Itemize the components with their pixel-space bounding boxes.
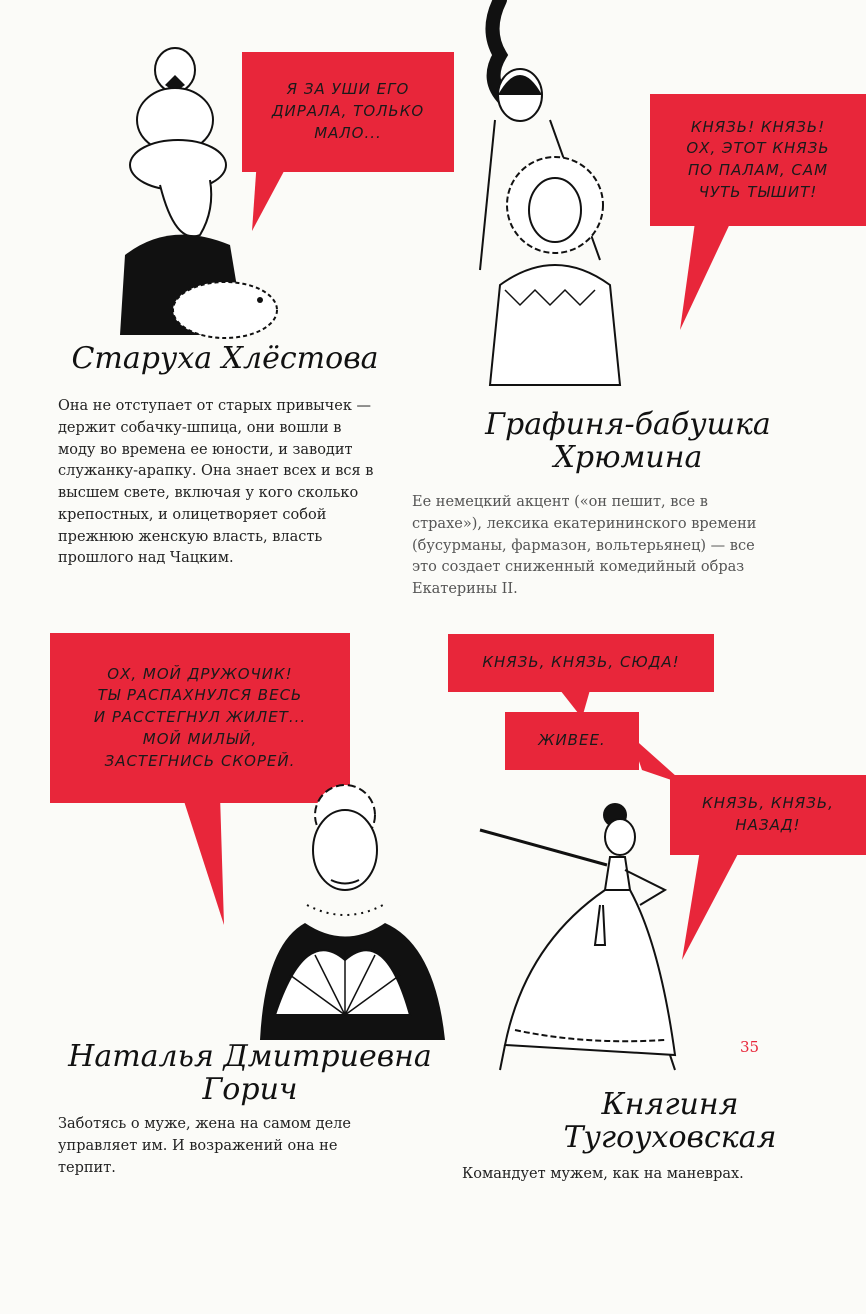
gorich-name: Наталья Дмитриевна Горич xyxy=(68,1039,432,1107)
tugoukhovskaya-speech-bubble-1: КНЯЗЬ, КНЯЗЬ, СЮДА! xyxy=(448,634,714,692)
khlestova-name: Старуха Хлёстова xyxy=(71,341,379,376)
tugoukhovskaya-illustration xyxy=(475,795,685,1075)
tugoukhovskaya-name: Княгиня Тугоуховская xyxy=(563,1087,777,1155)
page-number: 35 xyxy=(740,1038,760,1056)
gorich-illustration xyxy=(245,775,455,1040)
khryumina-illustration xyxy=(460,0,660,395)
khlestova-speech-bubble: Я ЗА УШИ ЕГО ДИРАЛА, ТОЛЬКО МАЛО... xyxy=(242,52,454,172)
tugoukhovskaya-speech-bubble-2: ЖИВЕЕ. xyxy=(505,712,639,770)
tugoukhovskaya-description: Командует мужем, как на маневрах. xyxy=(462,1166,744,1182)
khryumina-speech-bubble: КНЯЗЬ! КНЯЗЬ! ОХ, ЭТОТ КНЯЗЬ ПО ПАЛАМ, САМ ЧУТЬ ТЫШИТ! xyxy=(650,94,866,226)
gorich-speech-tail xyxy=(182,795,232,930)
khlestova-description: Она не отступает от старых привычек — держит собачку-шпица, они вошли в моду во времена ее юности, и заводит служанку-арапку. Она знает всех и вся в высшем свете, включая у кого сколько крепостных, и олицетворяет собой прежнюю женскую власть, власть прошлого над Чацким. xyxy=(58,398,374,567)
khryumina-speech-tail xyxy=(676,215,736,335)
khryumina-name: Графиня-бабушка Хрюмина xyxy=(485,407,771,475)
gorich-description: Заботясь о муже, жена на самом деле управляет им. И возражений она не терпит. xyxy=(58,1116,351,1176)
khryumina-description: Ее немецкий акцент («он пешит, все в страхе»), лексика екатерининского времени (бусурманы, фармазон, вольтерьянец) — все это создает сниженный комедийный образ Екатерины II. xyxy=(412,494,757,597)
gorich-speech-bubble: ОХ, МОЙ ДРУЖОЧИК! ТЫ РАСПАХНУЛСЯ ВЕСЬ И РАССТЕГНУЛ ЖИЛЕТ... МОЙ МИЛЫЙ, ЗАСТЕГНИСЬ СКОРЕЙ. xyxy=(50,633,350,803)
tugoukhovskaya-tail-3 xyxy=(680,850,750,965)
tugoukhovskaya-speech-bubble-3: КНЯЗЬ, КНЯЗЬ, НАЗАД! xyxy=(670,775,866,855)
